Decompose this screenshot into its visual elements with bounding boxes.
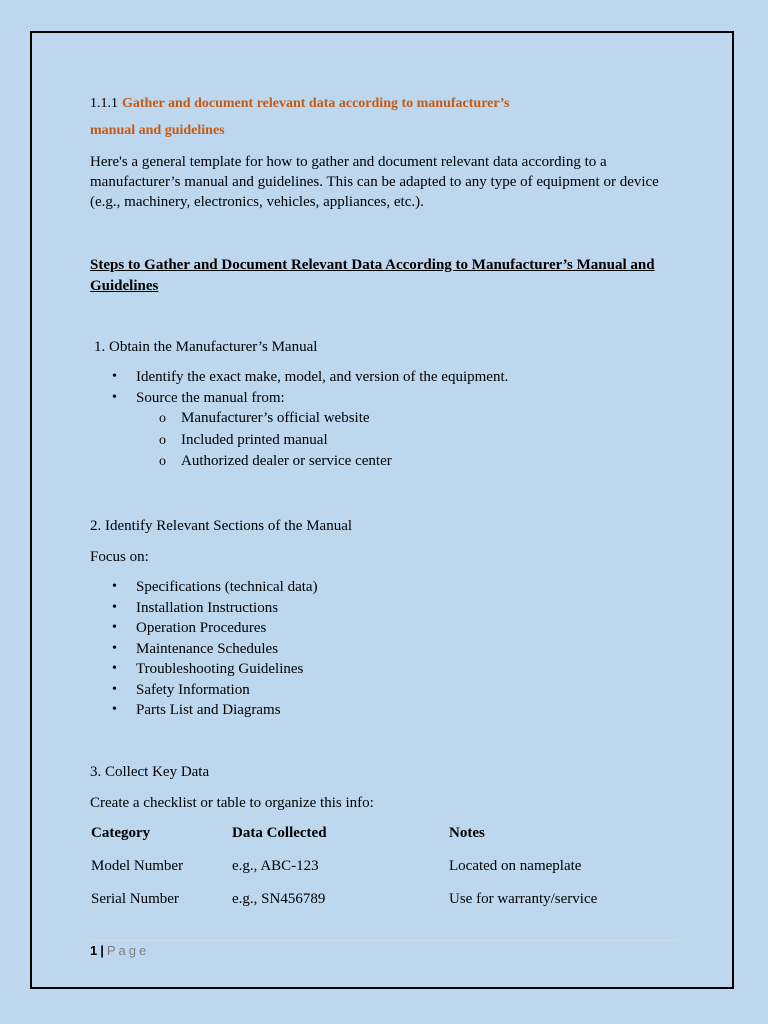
bullet-icon: • [112, 661, 117, 676]
list-item: • Installation Instructions [136, 598, 318, 619]
step2-bullet-list [112, 577, 318, 721]
table-cell: Located on nameplate [449, 858, 582, 874]
list-item: • Maintenance Schedules [136, 639, 318, 660]
list-item: • Safety Information [136, 680, 318, 701]
step1-sub-list [159, 408, 392, 473]
step2-focus: Focus on: [90, 549, 149, 565]
bullet-icon: • [112, 681, 117, 697]
bullet-icon: • [112, 599, 117, 615]
table-header-cell: Category [91, 825, 151, 841]
circle-bullet-icon: o [159, 432, 166, 448]
bullet-icon: • [112, 702, 117, 717]
table-cell: e.g., ABC-123 [232, 858, 319, 874]
bullet-icon: • [112, 640, 117, 656]
section-title-line2: manual and guidelines [90, 123, 225, 138]
table-header-row [91, 825, 669, 858]
circle-bullet-icon: o [159, 411, 166, 426]
intro-paragraph: Here's a general template for how to gather and document relevant data according to a manufacturer’s manual and guidelines. This can be adapted to any type of equipment or device (e.g., machinery, electronics, vehicles, appliances, etc.). [90, 154, 659, 210]
bullet-icon: • [112, 389, 117, 405]
table-cell: Model Number [91, 858, 184, 874]
bullet-icon: • [112, 369, 117, 384]
table-cell: e.g., SN456789 [232, 891, 326, 907]
footer-separator: | [100, 943, 104, 958]
table-row [91, 858, 669, 891]
list-item: • Identify the exact make, model, and version of the equipment. [136, 367, 508, 388]
page-number: 1 [90, 943, 98, 958]
section-title-line1: Gather and document relevant data according to manufacturer’s [122, 96, 510, 111]
page-footer [90, 943, 149, 958]
list-item: • Specifications (technical data) [136, 577, 318, 598]
table-cell: Use for warranty/service [449, 891, 598, 907]
footer-divider [90, 940, 678, 941]
list-item: o Included printed manual [181, 430, 392, 452]
section-number: 1.1.1 [90, 96, 118, 111]
step3-title: 3. Collect Key Data [90, 764, 210, 780]
list-item: • Parts List and Diagrams [136, 700, 318, 721]
table-header-cell: Data Collected [232, 825, 327, 841]
table-header-cell: Notes [449, 825, 485, 841]
steps-title: Steps to Gather and Document Relevant Data According to Manufacturer’s Manual and Guidelines [90, 257, 655, 294]
list-item: o Manufacturer’s official website [181, 408, 392, 430]
bullet-icon: • [112, 579, 117, 594]
list-item: • Troubleshooting Guidelines [136, 659, 318, 680]
step1-title: 1. Obtain the Manufacturer’s Manual [94, 339, 318, 355]
step1-bullet-list [112, 367, 509, 408]
bullet-icon: • [112, 620, 117, 635]
list-item: • Operation Procedures [136, 618, 318, 639]
table-cell: Serial Number [91, 891, 179, 907]
step3-intro: Create a checklist or table to organize this info: [90, 795, 374, 811]
data-table [91, 825, 669, 924]
circle-bullet-icon: o [159, 454, 166, 469]
list-item: • Source the manual from: [136, 388, 508, 409]
table-row [91, 891, 669, 924]
section-heading [90, 94, 509, 112]
list-item: o Authorized dealer or service center [181, 451, 392, 473]
step2-title: 2. Identify Relevant Sections of the Manual [90, 518, 353, 534]
page-label: Page [106, 943, 150, 958]
